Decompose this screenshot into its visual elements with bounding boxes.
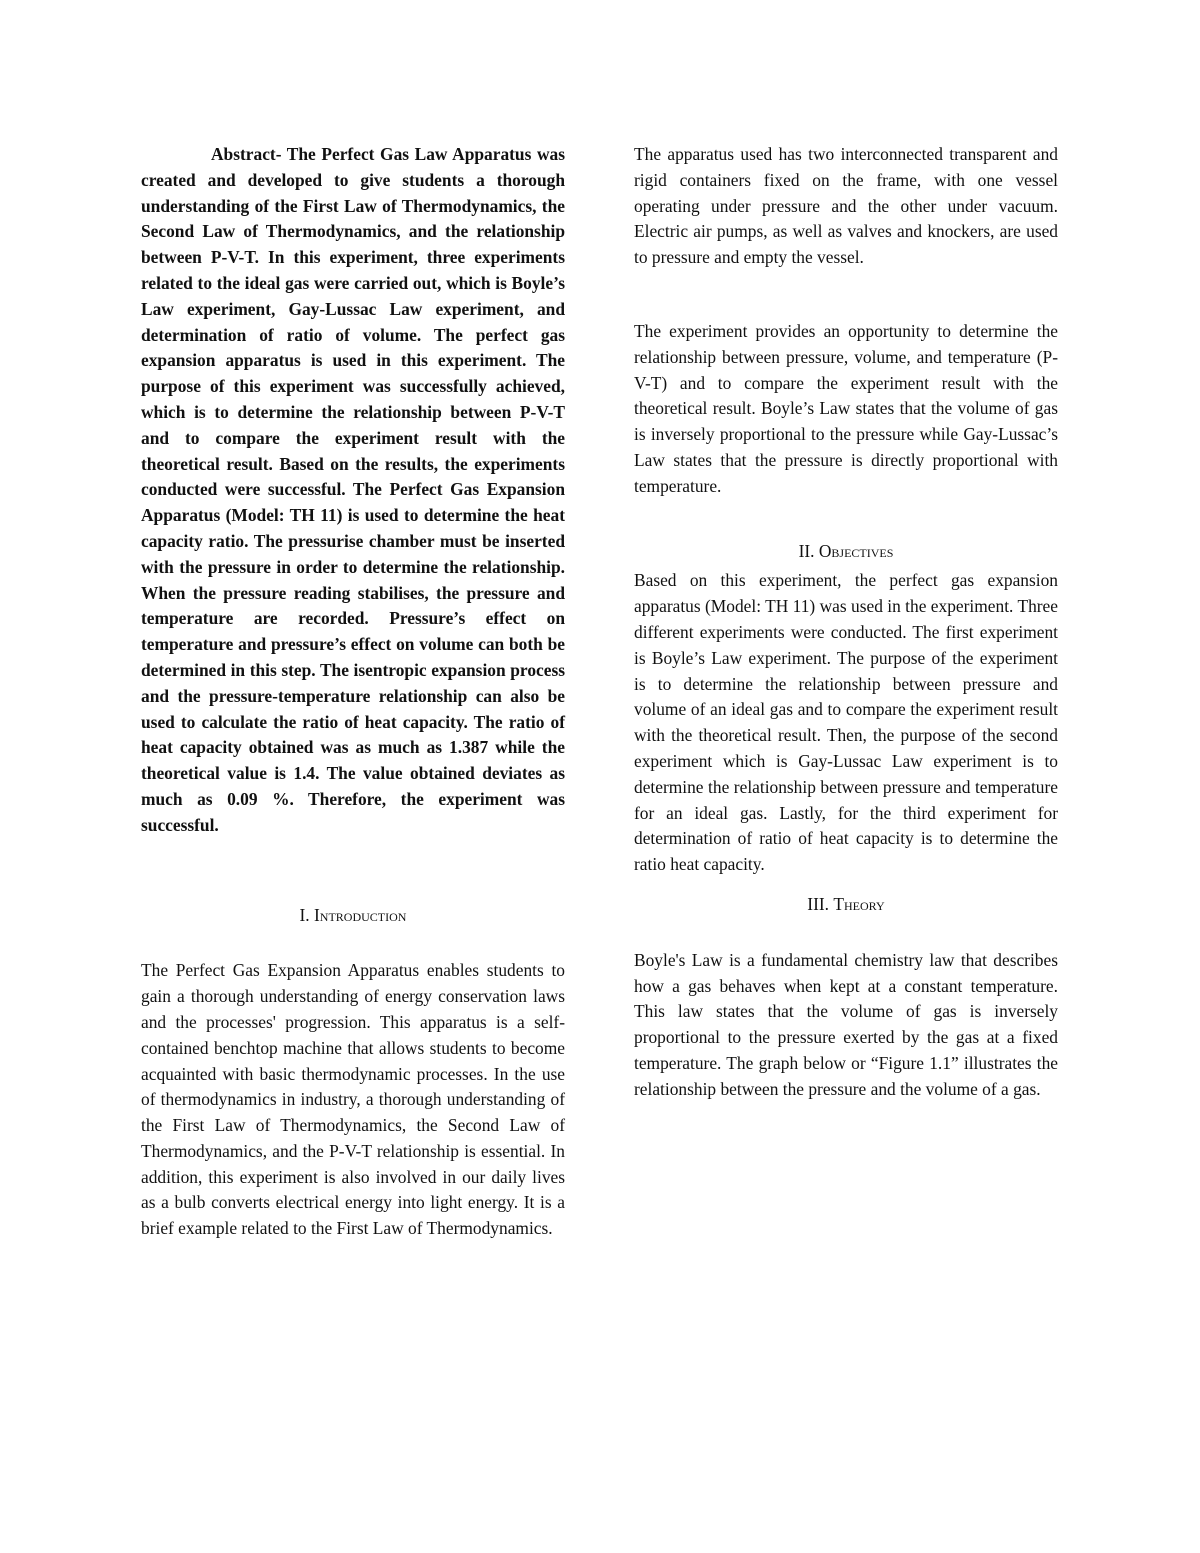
theory-heading [634,892,1058,918]
objectives-heading [634,539,1058,565]
left-column [141,142,565,1242]
experiment-paragraph: The experiment provides an opportunity to determine the relationship between pressure, volume, and temperature (P-V-T) and to compare the experiment result with the theoretical result. Boyle’s Law states that the volume of gas is inversely proportional to the pressure while Gay-Lussac’s Law states that the pressure is directly proportional with temperature. [634,320,1058,496]
objectives-heading-number: II. [798,540,815,561]
theory-paragraph: Boyle's Law is a fundamental chemistry law that describes how a gas behaves when kept at a constant temperature. This law states that the volume of gas is inversely proportional to the pressure exerted by the gas at a fixed temperature. The graph below or “Figure 1.1” illustrates the relationship between the pressure and the volume of a gas. [634,949,1058,1099]
introduction-paragraph: The Perfect Gas Expansion Apparatus enables students to gain a thorough understanding of energy conservation laws and the processes' progression. This apparatus is a self-contained benchtop machine that allows students to become acquainted with basic thermodynamic processes. In the use of thermodynamics in industry, a thorough understanding of the First Law of Thermodynamics, the Second Law of Thermodynamics, and the P-V-T relationship is essential. In addition, this experiment is also involved in our daily lives as a bulb converts electrical energy into light energy. It is a brief example related to the First Law of Thermodynamics. [141,960,565,1239]
objectives-paragraph: Based on this experiment, the perfect gas expansion apparatus (Model: TH 11) was used in the experiment. Three different experiments were conducted. The first experiment is Boyle’s Law experiment. The purpose of the experiment is to determine the relationship between pressure and volume of an ideal gas and to compare the experiment result with the theoretical result. Then, the purpose of the second experiment which is Gay-Lussac Law experiment is to determine the relationship between pressure and temperature for an ideal gas. Lastly, for the third experiment for determination of ratio of heat capacity is to determine the ratio heat capacity. [634,570,1058,875]
theory-heading-number: III. [807,893,830,914]
introduction-heading-title: Introduction [314,904,407,925]
abstract-paragraph: Abstract- The Perfect Gas Law Apparatus was created and developed to give students a thorough understanding of the First Law of Thermodynamics, the Second Law of Thermodynamics, and the relationship between P-V-T. In this experiment, three experiments related to the ideal gas were carried out, which is Boyle’s Law experiment, Gay-Lussac Law experiment, and determination of ratio of volume. The perfect gas expansion apparatus is used in this experiment. The purpose of this experiment was successfully achieved, which is to determine the relationship between P-V-T and to compare the experiment result with the theoretical result. Based on the results, the experiments conducted were successful. The Perfect Gas Expansion Apparatus (Model: TH 11) is used to determine the heat capacity ratio. The pressurise chamber must be inserted with the pressure in order to determine the relationship. When the pressure reading stabilises, the pressure and temperature are recorded. Pressure’s effect on temperature and pressure’s effect on volume can both be determined in this step. The isentropic expansion process and the pressure-temperature relationship can also be used to calculate the ratio of heat capacity. The ratio of heat capacity obtained was as much as 1.387 while the theoretical value is 1.4. The value obtained deviates as much as 0.09 %. Therefore, the experiment was successful. [141,144,565,835]
introduction-heading [141,903,565,929]
objectives-heading-title: Objectives [818,540,894,561]
theory-heading-title: Theory [833,893,885,914]
apparatus-paragraph: The apparatus used has two interconnected transparent and rigid containers fixed on the frame, with one vessel operating under pressure and the other under vacuum. Electric air pumps, as well as valves and knockers, are used to pressure and empty the vessel. [634,144,1058,268]
introduction-heading-number: I. [299,904,310,925]
right-column [634,142,1058,1103]
